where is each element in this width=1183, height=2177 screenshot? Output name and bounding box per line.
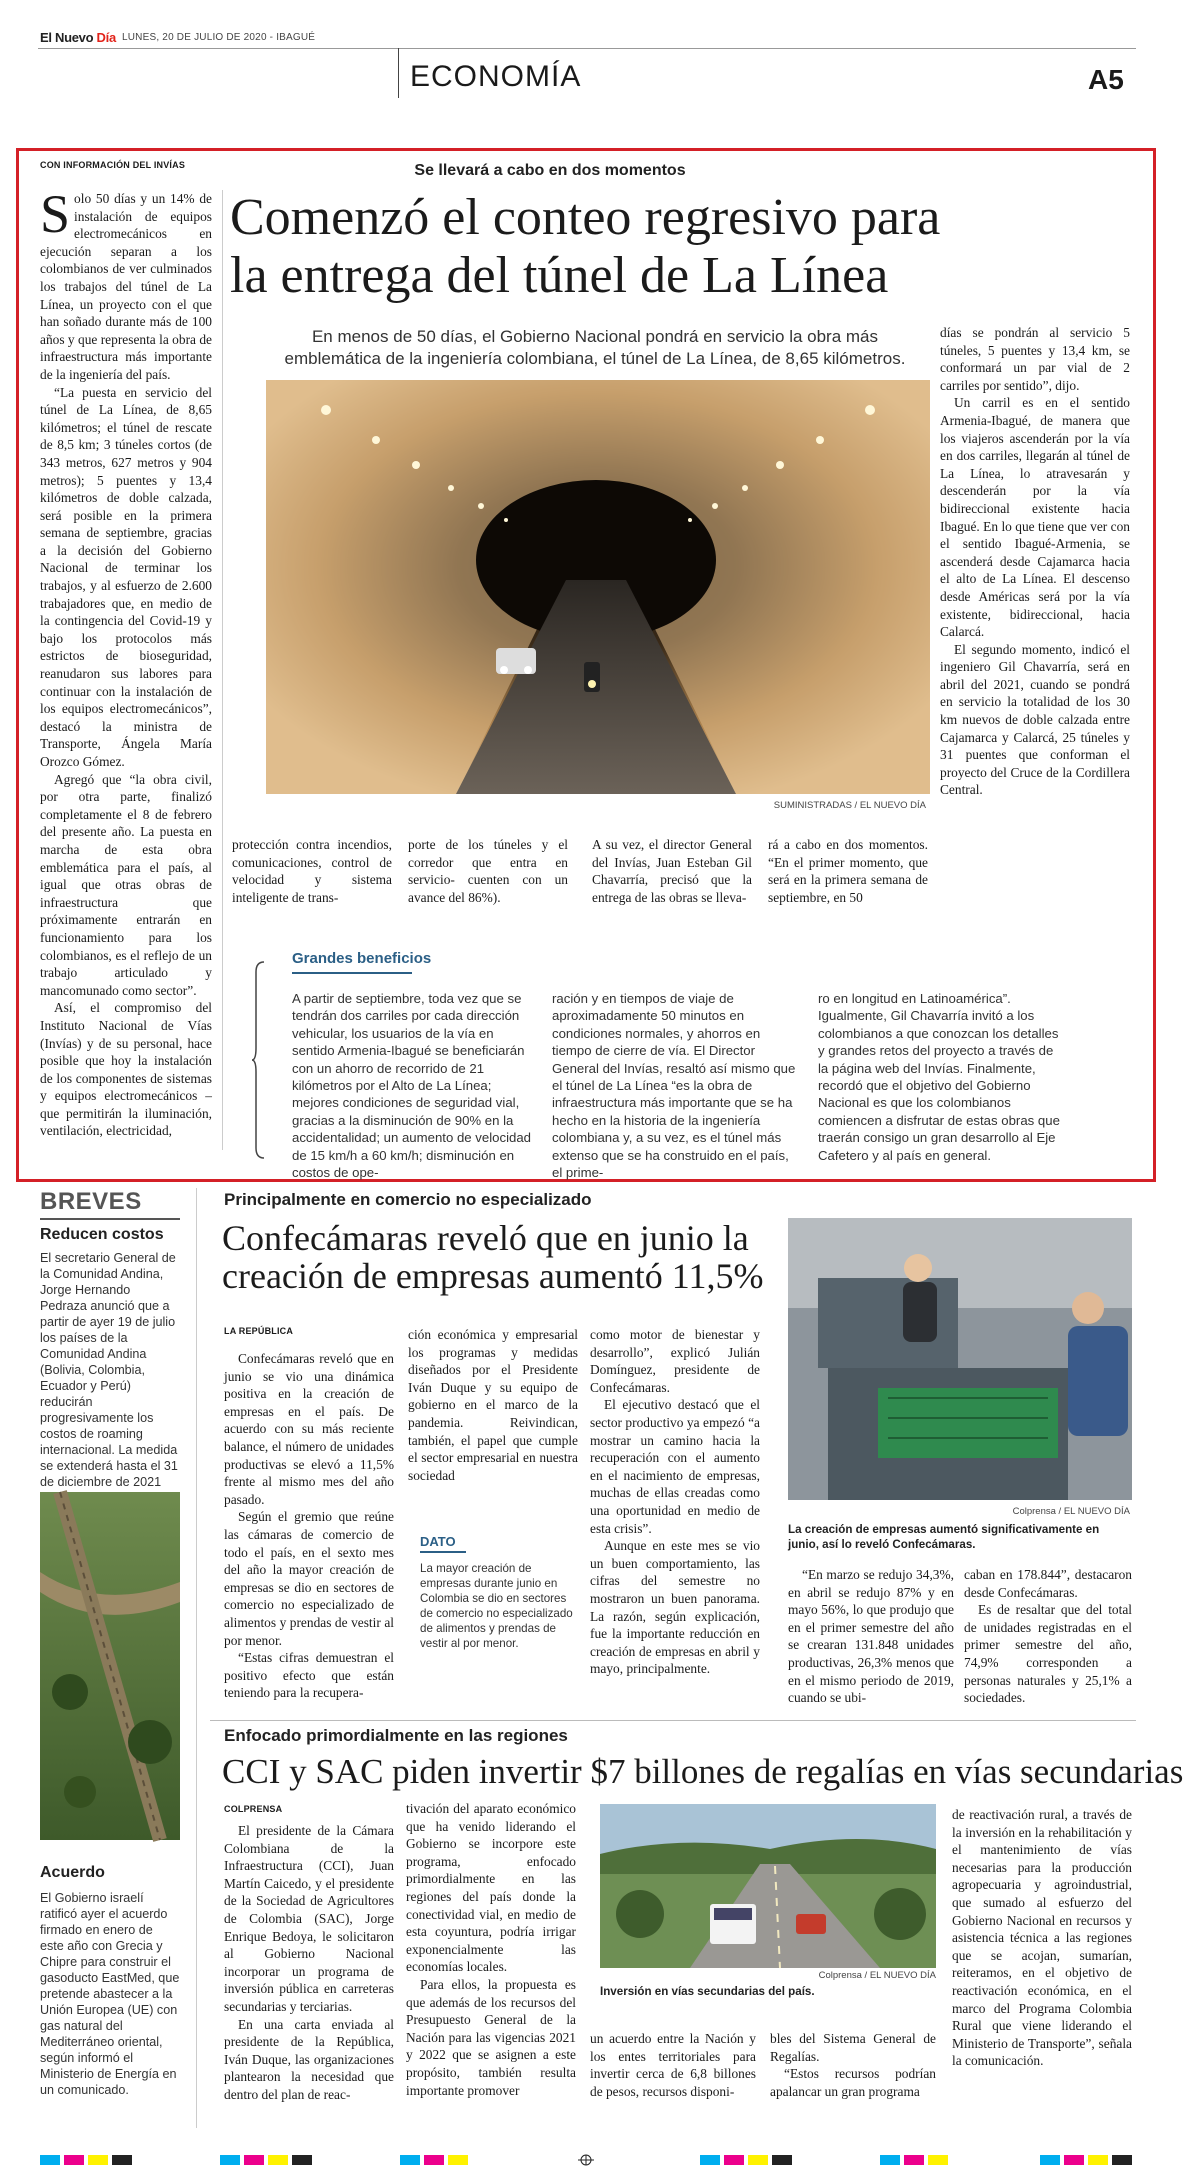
main-kicker: Se llevará a cabo en dos momentos — [414, 162, 686, 179]
main-col1-p2: “La puesta en servicio del túnel de La Línea, de 8,65 kilómetros; el túnel de rescate de 8,5 km; 3 túneles cortos (de 343 metros, 627 metros y 904 metros); 5 puentes y 13,4 kilómetros de doble calzada, será posible en la primera semana de septiembre, gracias a la decisión del Gobierno Nacional de terminar los trabajos, y al esfuerzo de 2.600 trabajadores que, en medio de la contingencia del Covid-19 y bajo los protocolos más estrictos de bioseguridad, reanudaron sus labores para continuar con la instalación de los equipos electromecánicos”, destacó la ministra de Transporte, Ángela María Orozco Gómez. — [40, 384, 212, 769]
story3-col3 — [590, 2030, 756, 2130]
story2-col4-p1: “En marzo se redujo 34,3%, en abril se redujo 87% y en mayo 56%, lo que produjo que en el primer semestre del año se crearan 131.848 unidades productivas, 26,3% menos que en el mismo periodo de 2019, cuando se ubi- — [788, 1567, 954, 1706]
story3-byline: COLPRENSA — [224, 1804, 283, 1814]
source-label: CON INFORMACIÓN DEL INVÍAS — [40, 160, 186, 170]
section-divider — [398, 48, 399, 98]
story3-col4-p2: “Estos recursos podrían apalancar un gran programa — [770, 2066, 936, 2099]
story2-col2 — [408, 1326, 578, 1506]
benefits-col2: ración y en tiempos de viaje de aproximadamente 50 minutos en condiciones normales, y ahorros en tiempo de cierre de vía. El Director General del Invías, resaltó así mismo que el túnel de La Línea “es la obra de infraestructura más importante que se ha hecho en la historia de la ingeniería colombiana y, a su vez, es el túnel más extenso que se ha construido en el país, el prime- — [552, 991, 796, 1181]
story2-col5-p1: caban en 178.844”, destacaron desde Confecámaras. — [964, 1567, 1132, 1600]
story2-dato-box — [420, 1534, 576, 1704]
story2-photo-credit: Colprensa / EL NUEVO DÍA — [1012, 1506, 1130, 1517]
breves-photo — [40, 1492, 180, 1840]
story2-col3-p3: Aunque en este mes se vio un buen comportamiento, las cifras del semestre no mostraron un buen panorama. La razón, según explicación, fue la importante reducción en creación de empresas en abril y mayo, principalmente. — [590, 1538, 760, 1677]
breves-title: BREVES — [40, 1188, 142, 1215]
story3-col5-p1: de reactivación rural, a través de la inversión en la rehabilitación y el mantenimiento de vías necesarias para la producción agropecuaria y agroindustrial, que sumado al esfuerzo del Gobierno Nacional en recursos y asistencia técnica a las regiones que se acojan, sumarían, reiteramos, en el objetivo de reactivación económica, en el marco del Programa Colombia Rural que viene liderando el Ministerio de Transporte”, señala la comunicación. — [952, 1807, 1132, 2069]
story2-col4 — [788, 1566, 954, 1726]
story3-col2 — [406, 1800, 576, 2130]
story3-col3-p1: un acuerdo entre la Nación y los entes territoriales para invertir cerca de 6,8 billones de pesos, recursos disponi- — [590, 2031, 756, 2099]
story-divider — [210, 1720, 1136, 1721]
story3-col1-p1: El presidente de la Cámara Colombiana de la Infraestructura (CCI), Juan Martín Caicedo, y el presidente de la Sociedad de Agricultores de Colombia (SAC), Jorge Enrique Bedoya, le solicitaron al Gobierno Nacional incorporar un programa de inversión pública en carreteras secundarias y terciarias. — [224, 1823, 394, 2014]
breves-item2-title: Acuerdo — [40, 1864, 105, 1881]
main-right-p3: El segundo momento, indicó el ingeniero Gil Chavarría, será en abril del 2021, cuando se pondrá en servicio la totalidad de los 30 km nuevos de doble calzada entre Cajamarca y Calarcá, 25 túneles y 31 puentes que conforman el proyecto del Cruce de la Cordillera Central. — [940, 641, 1130, 798]
main-col1-p3: Agregó que “la obra civil, por otra parte, finalizó completamente el 8 de febrero del presente año. La puesta en marcha de esta obra emblemática para el país, al igual que otras obras de infraestructura que próximamente entrarán en funcionamiento para los colombianos, es el reflejo de un trabajo articulado y mancomunado como sector”. — [40, 771, 212, 998]
dato-rule — [420, 1551, 466, 1553]
main-right-col — [940, 324, 1130, 904]
dropcap: S — [40, 184, 71, 244]
masthead — [40, 30, 116, 45]
header-rule — [38, 48, 1136, 49]
story2-col3 — [590, 1326, 760, 1706]
story3-photo — [600, 1804, 936, 1968]
story3-col4 — [770, 2030, 936, 2130]
story3-col1 — [224, 1822, 394, 2132]
story2-col5-p2: Es de resaltar que del total de unidades registradas en el primer semestre del año, 74,9% corresponden a personas naturales y 25,1% a sociedades. — [964, 1602, 1132, 1706]
story2-caption: La creación de empresas aumentó significativamente en junio, así lo reveló Confecámaras. — [788, 1523, 1100, 1551]
main-col2: protección contra incendios, comunicaciones, control de velocidad y sistema inteligente de trans- — [232, 837, 392, 905]
benefits-rule — [292, 972, 412, 974]
main-col1-p4: Así, el compromiso del Instituto Nacional de Vías (Invías) y de su personal, hace posible que hoy la instalación de los componentes de sistemas y equipos electromecánicos –que permitirán la iluminación, ventilación, electricidad, — [40, 1000, 212, 1139]
story2-headline-line1: Confecámaras reveló que en junio la — [222, 1218, 749, 1258]
main-right-p2: Un carril es en el sentido Armenia-Ibagué, de manera que los viajeros ascenderán por la vía en dos carriles, llegarán al túnel de La Línea, lo atravesarán y descenderán por la vía bidireccional existente hacia Ibagué. En lo que tiene que ver con el sentido Ibagué-Armenia, se ascenderá desde Cajamarca hacia el alto de La Línea. El descenso desde Américas será por la vía existente, bidireccional, hacia Calarcá. — [940, 395, 1130, 640]
story2-col3-p2: El ejecutivo destacó que el sector productivo ya empezó “a mostrar un camino hacia la recuperación con el aumento en el nacimiento de empresas, muchas de ellas creadas como una oportunidad en medio de esta crisis”. — [590, 1397, 760, 1536]
main-col3: porte de los túneles y el corredor que entra en servicio- cuenten con un avance del 86%). — [408, 837, 568, 905]
benefits-brace — [252, 960, 266, 1160]
logo-part1: El Nuevo — [40, 30, 94, 45]
breves-item1-text: El secretario General de la Comunidad Andina, Jorge Hernando Pedraza anunció que a partir de ayer 19 de julio los países de la Comunidad Andina (Bolivia, Colombia, Ecuador y Perú) reducirán progresivamente los costos de roaming internacional. La medida se extenderá hasta el 31 de diciembre de 2021 — [40, 1251, 178, 1489]
page-number: A5 — [1088, 64, 1124, 95]
story3-col2-p2: Para ellos, la propuesta es que además de los recursos del Presupuesto General de la Nación para las vigencias 2021 y 2022 que se asignen a este propósito, también resulta importante promover — [406, 1976, 576, 2098]
main-headline-line2: la entrega del túnel de La Línea — [230, 247, 889, 304]
story2-col2-p1: ción económica y empresarial los programas y medidas diseñados por el Presidente Iván Duque y su equipo de gobierno en el marco de la pandemia. Reivindican, también, el papel que cumple el sector empresarial en nuestra sociedad — [408, 1327, 578, 1483]
story2-photo — [788, 1218, 1132, 1500]
tunnel-photo — [266, 380, 930, 794]
story3-col5 — [952, 1806, 1132, 2132]
story2-headline-line2: creación de empresas aumentó 11,5% — [222, 1256, 764, 1296]
main-col1-p1: olo 50 días y un 14% de instalación de equipos electromecánicos en ejecución separan a los colombianos de ver culminados los trabajos del túnel de La Línea, un proyecto con el que han soñado durante más de 100 años y que representa la obra de infraestructura más importante de la ingeniería del país. — [40, 191, 212, 382]
register-bar — [40, 2152, 1132, 2162]
tunnel-photo-credit: SUMINISTRADAS / EL NUEVO DÍA — [773, 800, 926, 811]
dato-title: DATO — [420, 1534, 456, 1549]
breves-rule — [40, 1218, 180, 1220]
story3-col1-p2: En una carta enviada al presidente de la República, Iván Duque, las organizaciones plantearon la necesidad que dentro del plan de reac- — [224, 2016, 394, 2102]
logo-part2: Día — [96, 30, 116, 45]
breves-rule-vertical — [196, 1188, 197, 2128]
story3-col4-p1: bles del Sistema General de Regalías. — [770, 2031, 936, 2064]
col-rule — [222, 190, 223, 1150]
story2-kicker: Principalmente en comercio no especializado — [224, 1190, 592, 1209]
main-deck: En menos de 50 días, el Gobierno Nacional pondrá en servicio la obra más emblemática de la ingeniería colombiana, el túnel de La Línea, de 8,65 kilómetros. — [284, 327, 906, 368]
breves-item2-text: El Gobierno israelí ratificó ayer el acuerdo firmado en enero de este año con Grecia y Chipre para construir el gasoducto EastMed, que pretende abastecer a la Unión Europea (UE) con gas natural del Mediterráneo oriental, según informó el Ministerio de Energía en un comunicado. — [40, 1891, 180, 2097]
main-col4: A su vez, el director General del Invías, Juan Esteban Gil Chavarría, precisó que la entrega de las obras se lleva- — [592, 837, 752, 905]
story2-col1-p2: Según el gremio que reúne las cámaras de comercio de todo el país, en el sexto mes del año la mayor creación de empresas se dio en sectores de comercio no especializado de alimentos y prendas de vestir al por menor. — [224, 1509, 394, 1648]
benefits-col3: ro en longitud en Latinoamérica”. Igualmente, Gil Chavarría invitó a los colombianos a que conozcan los detalles y grandes retos del proyecto a través de la página web del Invías. Finalmente, recordó que el objetivo del Gobierno Nacional es que los colombianos comiencen a disfrutar de estas obras que traerán consigo un gran desarrollo al Eje Cafetero y al país en general. — [818, 991, 1060, 1163]
story3-headline: CCI y SAC piden invertir $7 billones de regalías en vías secundarias — [222, 1752, 1183, 1791]
story3-kicker: Enfocado primordialmente en las regiones — [224, 1726, 568, 1745]
dateline: LUNES, 20 DE JULIO DE 2020 - IBAGUÉ — [122, 32, 316, 43]
story2-col5 — [964, 1566, 1132, 1726]
main-col1 — [40, 184, 212, 1158]
main-right-p1: días se pondrán al servicio 5 túneles, 5 puentes y 13,4 km, se conformará un par vial de 2 carriles por sentido”, dijo. — [940, 325, 1130, 393]
main-col5: rá a cabo en dos momentos. “En el primer momento, que será en la primera semana de septiembre, en 50 — [768, 837, 928, 905]
story2-col1-p3: “Estas cifras demuestran el positivo efecto que están teniendo para la recupera- — [224, 1650, 394, 1701]
benefits-col1: A partir de septiembre, toda vez que se tendrán dos carriles por cada dirección vehicular, los usuarios de la vía en sentido Armenia-Ibagué se beneficiarán con un ahorro de recorrido de 21 kilómetros por el Alto de La Línea; mejores condiciones de seguridad vial, gracias a la disminución de 90% en la accidentalidad; un aumento de velocidad de 15 km/h a 60 km/h; disminución en costos de ope- — [292, 991, 532, 1181]
story2-col3-p1: como motor de bienestar y desarrollo”, explicó Julián Domínguez, presidente de Confecámaras. — [590, 1327, 760, 1395]
story2-byline: LA REPÚBLICA — [224, 1326, 294, 1336]
story3-photo-credit: Colprensa / EL NUEVO DÍA — [818, 1970, 936, 1981]
main-headline-line1: Comenzó el conteo regresivo para — [230, 189, 941, 246]
tunnel-illustration — [266, 380, 930, 794]
dato-text: La mayor creación de empresas durante junio en Colombia se dio en sectores de comercio no especializado de alimentos y prendas de vestir al por menor. — [420, 1562, 573, 1650]
story3-col2-p1: tivación del aparato económico que ha venido liderando el Gobierno se incorpore este programa, enfocado primordialmente en las regiones del país donde la conectividad vial, en medio de esta coyuntura, podría irrigar exponencialmente las economías locales. — [406, 1801, 576, 1975]
story2-col1 — [224, 1350, 394, 1710]
story3-caption: Inversión en vías secundarias del país. — [600, 1985, 815, 1998]
story2-col1-p1: Confecámaras reveló que en junio se vio una dinámica positiva en la creación de empresas en el país. De acuerdo con su más reciente balance, el número de unidades productivas se elevó a 11,5% frente al mismo mes del año pasado. — [224, 1351, 394, 1507]
benefits-title: Grandes beneficios — [292, 950, 432, 967]
breves-item1-title: Reducen costos — [40, 1226, 164, 1243]
section-title: ECONOMÍA — [410, 60, 582, 93]
